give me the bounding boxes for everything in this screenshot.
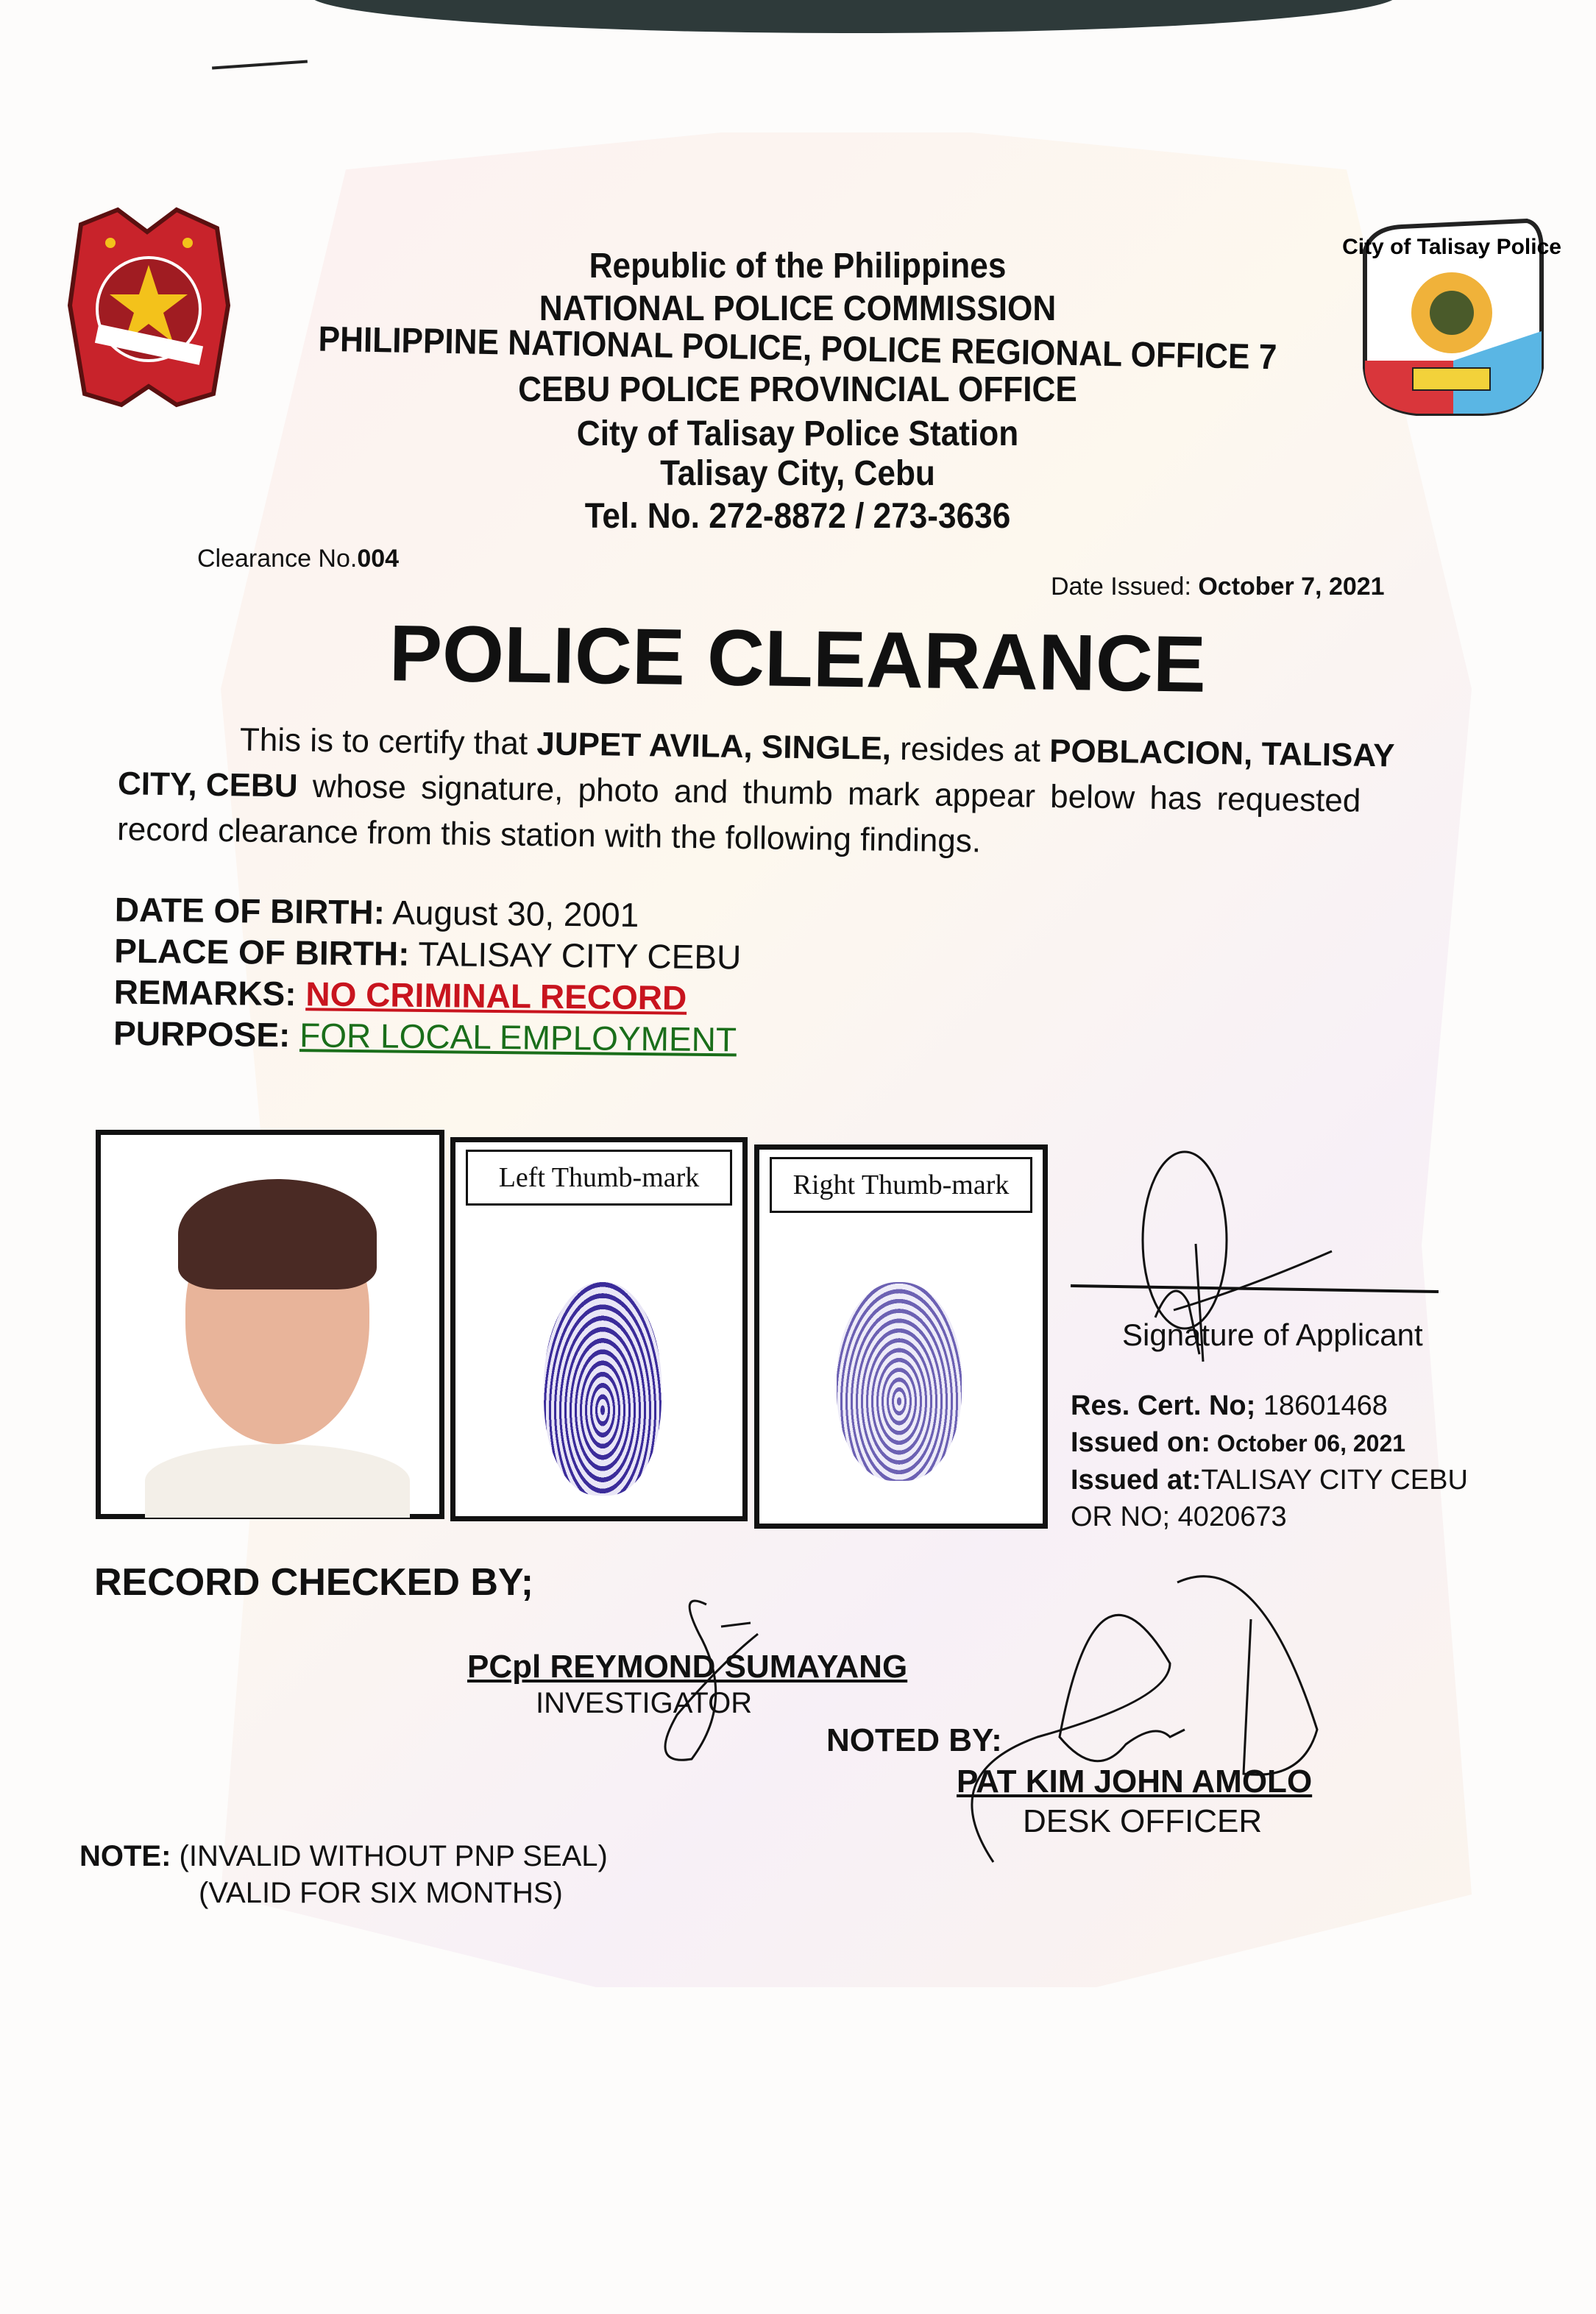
scan-edge (309, 0, 1398, 33)
field-dob: DATE OF BIRTH: August 30, 2001 (114, 890, 639, 935)
svg-text:City of Talisay Police: City of Talisay Police (1342, 235, 1561, 259)
header-line: PHILIPPINE NATIONAL POLICE, POLICE REGIONAL OFFICE 7 (318, 319, 1277, 378)
header-line: CEBU POLICE PROVINCIAL OFFICE (518, 370, 1077, 409)
right-thumbprint (837, 1282, 962, 1481)
document-title: POLICE CLEARANCE (389, 608, 1207, 709)
right-thumbmark-box (754, 1144, 1048, 1529)
certification-paragraph: This is to certify that JUPET AVILA, SINGLE, resides at POBLACION, TALISAY CITY, CEBU whose signature, photo and thumb mark appear below has requested record clearance from this station with the following findings. (116, 721, 1395, 860)
applicant-photo (96, 1130, 444, 1519)
investigator-title: INVESTIGATOR (536, 1687, 753, 1719)
left-thumbmark-box (450, 1137, 748, 1521)
findings (113, 889, 742, 1061)
desk-officer-signature (949, 1553, 1332, 1869)
record-checked-by: RECORD CHECKED BY; (94, 1561, 534, 1604)
date-issued: Date Issued: October 7, 2021 (1051, 573, 1385, 601)
pen-mark (212, 60, 308, 69)
desk-officer-title: DESK OFFICER (1023, 1803, 1263, 1839)
validity-note: NOTE: (INVALID WITHOUT PNP SEAL) (79, 1840, 608, 1872)
header-line: Republic of the Philippines (589, 247, 1007, 286)
field-remarks: REMARKS: NO CRIMINAL RECORD (113, 972, 687, 1017)
clearance-number: Clearance No.004 (197, 545, 400, 573)
left-thumbmark-label: Left Thumb-mark (466, 1150, 732, 1206)
right-thumbmark-label: Right Thumb-mark (770, 1157, 1032, 1213)
header-line: Talisay City, Cebu (660, 454, 935, 493)
signature-of-applicant-label: Signature of Applicant (1122, 1317, 1423, 1352)
noted-by: NOTED BY: (826, 1722, 1002, 1758)
validity-period: (VALID FOR SIX MONTHS) (199, 1877, 563, 1909)
header-line: Tel. No. 272-8872 / 273-3636 (584, 497, 1011, 536)
letterhead (64, 249, 1532, 543)
left-thumbprint (544, 1282, 662, 1496)
field-pob: PLACE OF BIRTH: TALISAY CITY CEBU (114, 931, 742, 977)
desk-officer-name: PAT KIM JOHN AMOLO (957, 1763, 1313, 1800)
investigator-name: PCpl REYMOND SUMAYANG (467, 1649, 908, 1685)
investigator-signature (633, 1590, 780, 1774)
header-line: City of Talisay Police Station (576, 414, 1019, 453)
header-line: NATIONAL POLICE COMMISSION (539, 289, 1057, 328)
field-purpose: PURPOSE: FOR LOCAL EMPLOYMENT (113, 1013, 737, 1059)
residence-certificate: Res. Cert. No; 18601468 Issued on: October 06, 2021 Issued at:TALISAY CITY CEBU OR NO; 4020673 (1071, 1390, 1468, 1532)
